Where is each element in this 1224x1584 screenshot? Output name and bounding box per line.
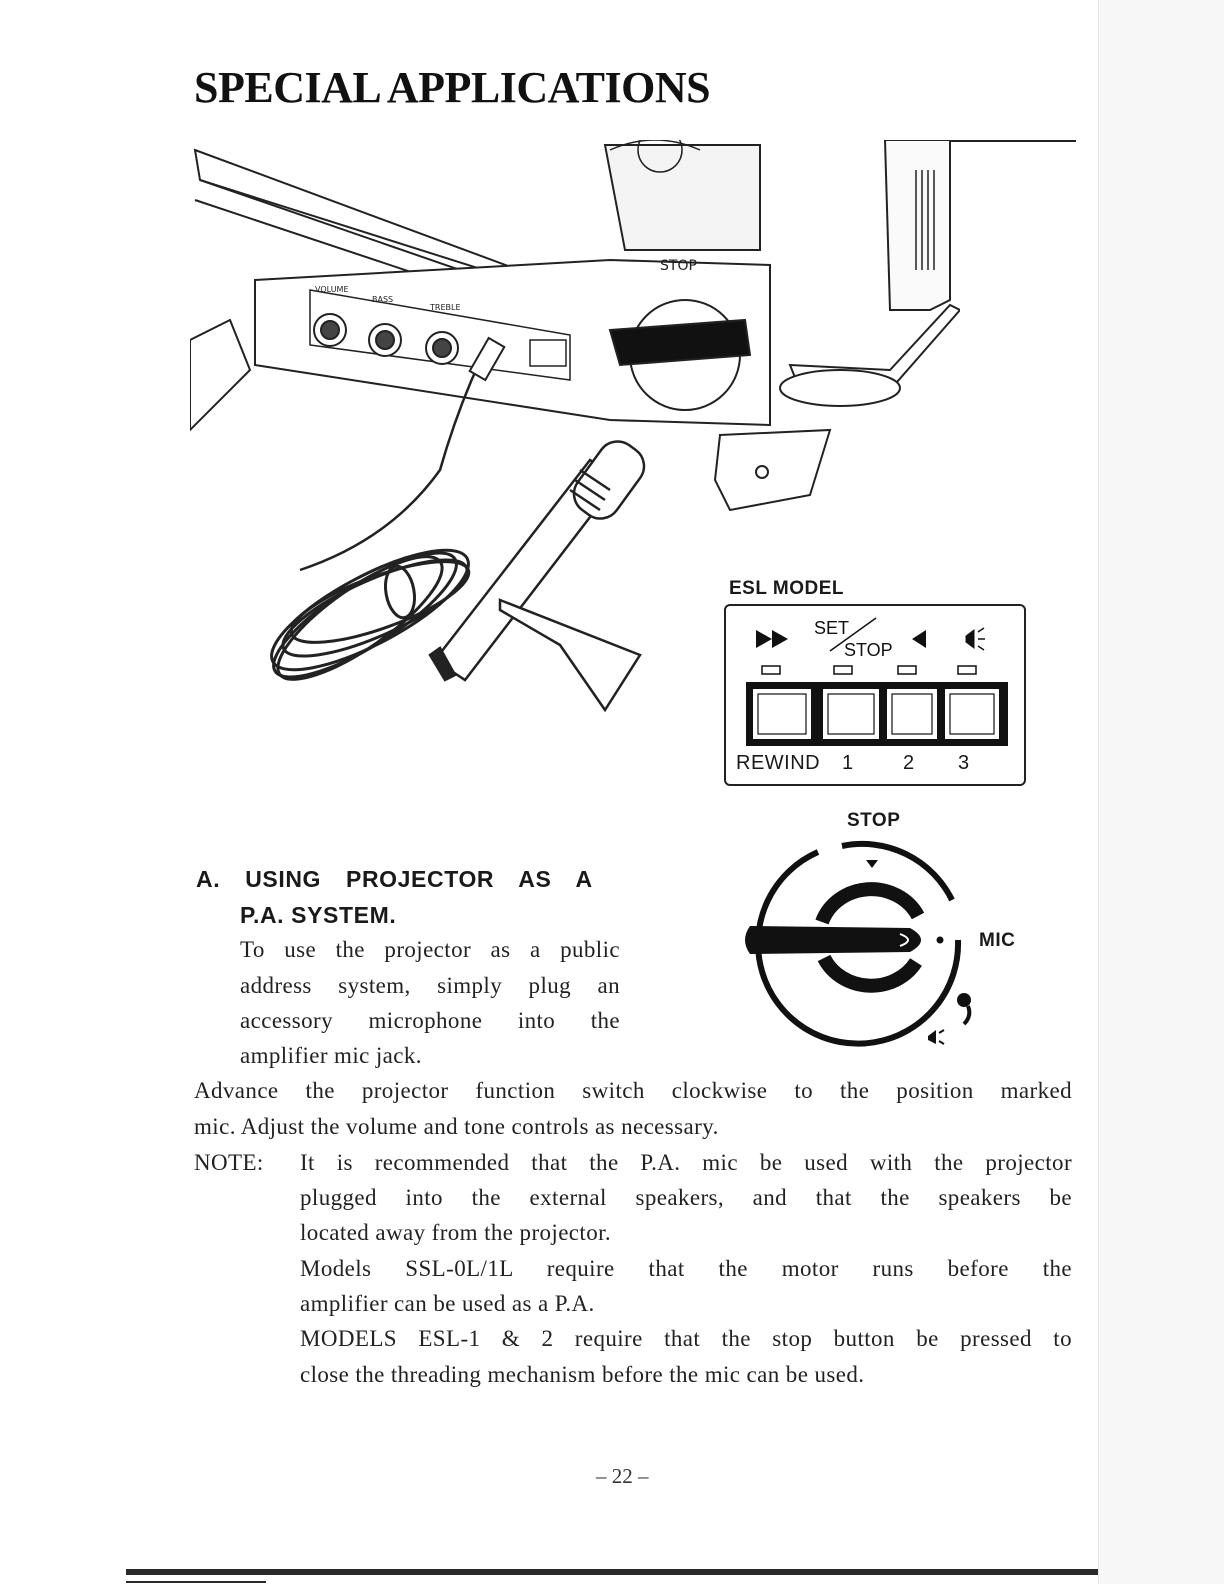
- note-line-7: close the threading mechanism before the mic can be used.: [300, 1362, 865, 1387]
- reverse-play-icon: [912, 630, 926, 648]
- page-edge-right: [1098, 0, 1224, 1584]
- panel-label-bass: BASS: [372, 295, 394, 304]
- rewind-button-label: REWIND: [736, 752, 821, 774]
- button-3[interactable]: [944, 688, 1000, 740]
- indicator-lamp-3: [958, 666, 976, 674]
- indicator-lamp-2: [898, 666, 916, 674]
- stop-label: STOP: [844, 640, 893, 660]
- advance-line-2: mic. Adjust the volume and tone controls as necessary.: [194, 1114, 719, 1139]
- button-1-label: 1: [842, 752, 854, 774]
- panel-label-treble: TREBLE: [430, 303, 461, 312]
- page-title: SPECIAL APPLICATIONS: [194, 63, 711, 112]
- header-rule: [948, 140, 1076, 142]
- intro-line-4: amplifier mic jack.: [240, 1043, 422, 1068]
- speaker-icon: [966, 628, 985, 650]
- page-bottom-edge-thin: [126, 1581, 266, 1583]
- note-line-5: amplifier can be used as a P.A.: [300, 1291, 595, 1316]
- dial-mic-label: MIC: [979, 930, 1016, 951]
- indicator-lamp-rewind: [762, 666, 780, 674]
- note-line-1: It is recommended that the P.A. mic be used with the projector: [300, 1150, 1072, 1175]
- panel-label-volume: VOLUME: [315, 285, 349, 294]
- fast-forward-icon: [756, 630, 788, 648]
- speaker-icon: [928, 1030, 944, 1044]
- note-line-3: located away from the projector.: [300, 1220, 612, 1245]
- note-label: NOTE:: [194, 1150, 264, 1175]
- indicator-lamp-1: [834, 666, 852, 674]
- page-bottom-edge: [126, 1569, 1098, 1575]
- section-a-heading: A. USING PROJECTOR AS A: [196, 866, 593, 892]
- advance-line-1: Advance the projector function switch clockwise to the position marked: [194, 1078, 1072, 1103]
- intro-line-1: To use the projector as a public: [240, 937, 620, 962]
- section-a-heading-line2: P.A. SYSTEM.: [240, 902, 397, 928]
- esl-model-label: ESL MODEL: [729, 578, 844, 599]
- film-reel-icon: [957, 993, 971, 1024]
- button-2-label: 2: [903, 752, 915, 774]
- button-1[interactable]: [822, 688, 880, 740]
- page-margin-left: [0, 0, 118, 1584]
- page-number: – 22 –: [596, 1464, 649, 1488]
- function-switch-dial-diagram: [740, 830, 980, 1060]
- note-line-4: Models SSL-0L/1L require that the motor runs before the: [300, 1256, 1072, 1281]
- panel-label-stop: STOP: [660, 258, 697, 274]
- note-line-6: MODELS ESL-1 & 2 require that the stop button be pressed to: [300, 1326, 1072, 1351]
- intro-line-3: accessory microphone into the: [240, 1008, 620, 1033]
- button-3-label: 3: [958, 752, 970, 774]
- rewind-button[interactable]: [752, 688, 812, 740]
- set-label: SET: [814, 618, 850, 638]
- note-line-2: plugged into the external speakers, and that the speakers be: [300, 1185, 1072, 1210]
- intro-line-2: address system, simply plug an: [240, 973, 620, 998]
- button-2[interactable]: [886, 688, 938, 740]
- dial-stop-label: STOP: [847, 810, 901, 831]
